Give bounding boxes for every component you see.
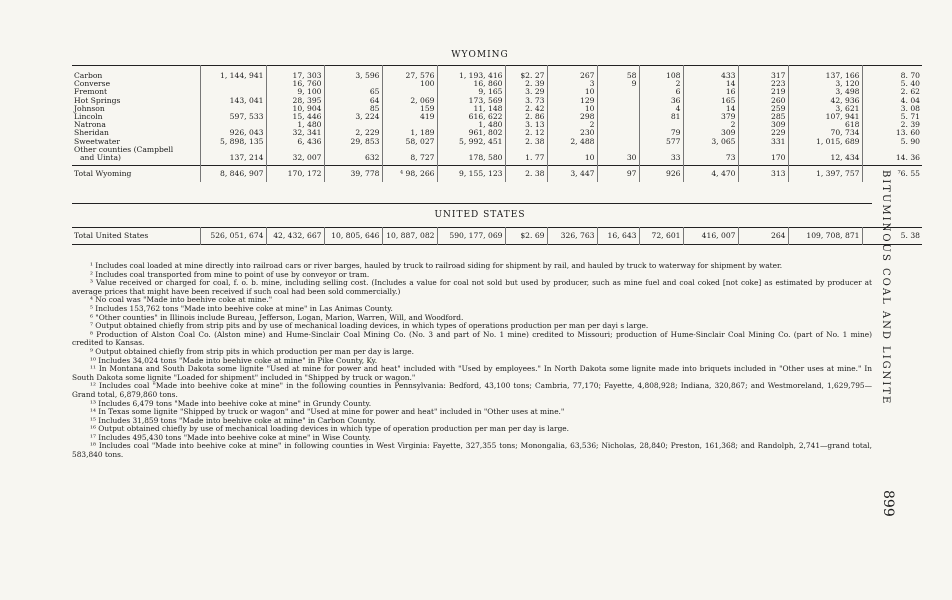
row-name-cell	[72, 113, 200, 121]
table-cell: 2. 38	[505, 166, 547, 183]
table-cell: 17, 303	[266, 66, 324, 81]
table-cell: 28, 395	[266, 97, 324, 105]
table-cell: 961, 802	[437, 129, 505, 137]
table-cell	[639, 121, 683, 129]
table-cell: 9, 100	[266, 88, 324, 96]
table-cell: 8, 727	[382, 146, 437, 166]
table-row	[72, 66, 922, 81]
table-cell: 926, 043	[200, 129, 266, 137]
table-cell: 3. 73	[505, 97, 547, 105]
footnote: ¹² Includes coal "Made into beehive coke at mine" in the following counties in Pennsylvania: Bedford, 43,100 tons; Cambria, 77,170; Fayette, 4,808,928; Indiana, 320,867; and Westmoreland, 1,629,795—Grand total, 6,879,860 tons.	[72, 381, 872, 399]
table-cell	[200, 121, 266, 129]
table-cell: 618	[788, 121, 862, 129]
table-cell: 143, 041	[200, 97, 266, 105]
table-cell: 2. 86	[505, 113, 547, 121]
table-cell: $2. 69	[505, 228, 547, 245]
table-cell: 165	[683, 97, 738, 105]
table-cell: 30	[597, 146, 639, 166]
table-cell: 1, 144, 941	[200, 66, 266, 81]
table-row	[72, 166, 922, 183]
table-cell: 16, 643	[597, 228, 639, 245]
table-cell: 81	[639, 113, 683, 121]
united-states-table	[72, 227, 922, 245]
table-cell: 2	[683, 121, 738, 129]
row-name: Sheridan	[74, 129, 109, 138]
row-name-cell	[72, 105, 200, 113]
table-row	[72, 97, 922, 105]
table-cell	[324, 80, 382, 88]
row-name: Sweetwater	[74, 137, 120, 146]
table-cell: 2. 38	[505, 138, 547, 146]
footnote: ⁴ No coal was "Made into beehive coke at mine."	[90, 295, 273, 305]
row-name-cell	[72, 228, 200, 245]
table-cell: 32, 341	[266, 129, 324, 137]
table-row	[72, 146, 922, 166]
table-cell: 3, 120	[788, 80, 862, 88]
table-cell: 4	[639, 105, 683, 113]
table-cell: 1, 480	[266, 121, 324, 129]
table-cell: 173, 569	[437, 97, 505, 105]
row-name: Lincoln	[74, 113, 103, 122]
row-name-cell	[72, 129, 200, 137]
table-cell: $2. 27	[505, 66, 547, 81]
row-name-cell	[72, 66, 200, 81]
table-cell: 1, 015, 689	[788, 138, 862, 146]
footnotes	[72, 262, 872, 460]
side-heading: BITUMINOUS COAL AND LIGNITE	[880, 170, 891, 406]
table-cell	[597, 129, 639, 137]
table-cell: 58	[597, 66, 639, 81]
footnote: ⁶ "Other counties" in Illinois include Bureau, Jefferson, Logan, Marion, Warren, Will, and Woodford.	[90, 312, 464, 322]
table-cell: 3, 224	[324, 113, 382, 121]
table-cell: 58, 027	[382, 138, 437, 146]
table-cell: 1, 397, 757	[788, 166, 862, 183]
table-cell: 2. 39	[862, 121, 922, 129]
row-name-cell	[72, 121, 200, 129]
table-row	[72, 228, 922, 245]
table-cell: 178, 580	[437, 146, 505, 166]
table-cell: 10, 904	[266, 105, 324, 113]
table-cell: 14	[683, 105, 738, 113]
table-cell: 109, 708, 871	[788, 228, 862, 245]
row-name: Natrona	[74, 121, 106, 130]
table-cell: 107, 941	[788, 113, 862, 121]
table-cell: 264	[738, 228, 788, 245]
row-name: Total United States	[74, 231, 149, 240]
table-cell: 32, 007	[266, 146, 324, 166]
table-cell: 100	[382, 80, 437, 88]
table-cell: 416, 007	[683, 228, 738, 245]
table-cell: 379	[683, 113, 738, 121]
table-cell	[382, 88, 437, 96]
table-cell: 16, 860	[437, 80, 505, 88]
table-cell: 3. 08	[862, 105, 922, 113]
table-cell: 229	[738, 129, 788, 137]
table-cell: 2. 12	[505, 129, 547, 137]
table-cell: 12, 434	[788, 146, 862, 166]
table-cell: 309	[683, 129, 738, 137]
table-row	[72, 80, 922, 88]
table-cell: 5. 71	[862, 113, 922, 121]
row-name-cell	[72, 166, 200, 183]
table-cell: 39, 778	[324, 166, 382, 183]
table-cell: 5. 38	[862, 228, 922, 245]
table-cell: 219	[738, 88, 788, 96]
table-row	[72, 129, 922, 137]
table-cell: 616, 622	[437, 113, 505, 121]
table-cell	[324, 121, 382, 129]
table-cell	[200, 105, 266, 113]
table-cell: 285	[738, 113, 788, 121]
table-cell: 36	[639, 97, 683, 105]
footnote: ⁵ Includes 153,762 tons "Made into beehive coke at mine" in Las Animas County.	[90, 303, 393, 313]
table-cell: 1, 189	[382, 129, 437, 137]
footnote: ¹⁸ Includes coal "Made into beehive coke at mine" in following counties in West Virginia: Fayette, 327,355 tons; Monongalia, 63,536; Nicholas, 28,840; Preston, 161,368; and Randolph, 2,741—grand total, 583,840 tons.	[72, 441, 872, 460]
table-cell: 433	[683, 66, 738, 81]
table-cell: 9, 165	[437, 88, 505, 96]
table-cell: 4. 04	[862, 97, 922, 105]
page-number: 899	[880, 490, 896, 517]
table-cell: 5, 898, 135	[200, 138, 266, 146]
row-name-cell	[72, 80, 200, 88]
table-cell: 2, 229	[324, 129, 382, 137]
footnote: ¹³ Includes 6,479 tons "Made into beehive coke at mine" in Grundy County.	[90, 398, 372, 408]
table-cell: 27, 576	[382, 66, 437, 81]
row-name: Hot Springs	[74, 96, 121, 105]
table-cell: 97	[597, 166, 639, 183]
table-cell: 10, 805, 646	[324, 228, 382, 245]
table-cell: 170, 172	[266, 166, 324, 183]
table-cell: 1, 193, 416	[437, 66, 505, 81]
table-row	[72, 113, 922, 121]
table-cell: 10	[547, 105, 597, 113]
table-cell: 108	[639, 66, 683, 81]
table-cell: 223	[738, 80, 788, 88]
wyoming-table	[72, 65, 922, 182]
table-cell: 259	[738, 105, 788, 113]
table-cell: 3	[547, 80, 597, 88]
table-cell: 170	[738, 146, 788, 166]
table-cell: 2, 069	[382, 97, 437, 105]
table-cell	[597, 88, 639, 96]
table-cell: 10, 887, 082	[382, 228, 437, 245]
row-name: Johnson	[74, 104, 105, 113]
table-row	[72, 138, 922, 146]
table-cell: 526, 051, 674	[200, 228, 266, 245]
table-cell: 309	[738, 121, 788, 129]
table-cell: 73	[683, 146, 738, 166]
table-cell: 70, 734	[788, 129, 862, 137]
footnote: ¹⁷ Includes 495,430 tons "Made into beehive coke at mine" in Wise County.	[90, 432, 371, 442]
table-cell: 1, 480	[437, 121, 505, 129]
table-cell: 42, 936	[788, 97, 862, 105]
table-cell: 79	[639, 129, 683, 137]
row-name-cell	[72, 146, 200, 166]
table-cell: 331	[738, 138, 788, 146]
footnote: ¹¹ In Montana and South Dakota some lignite "Used at mine for power and heat" included with "Used by employees." In North Dakota some lignite made into briquets included in "Other uses at mine." In South Dakota some lignite "Loaded for shipment" included in "Shipped by truck or wagon."	[72, 364, 872, 382]
table-cell: 2	[639, 80, 683, 88]
table-cell: 3. 13	[505, 121, 547, 129]
table-cell: 2. 62	[862, 88, 922, 96]
table-cell: 419	[382, 113, 437, 121]
footnote: ¹⁵ Includes 31,859 tons "Made into beehive coke at mine" in Carbon County.	[90, 415, 376, 425]
table-cell: 129	[547, 97, 597, 105]
table-cell	[200, 80, 266, 88]
section-rule	[72, 203, 872, 204]
row-name-cell	[72, 138, 200, 146]
table-cell: 11, 148	[437, 105, 505, 113]
row-name: Fremont	[74, 88, 108, 97]
table-cell: 2, 488	[547, 138, 597, 146]
table-cell: 16	[683, 88, 738, 96]
table-cell: 1. 77	[505, 146, 547, 166]
table-cell: 159	[382, 105, 437, 113]
table-cell: 3. 29	[505, 88, 547, 96]
table-cell: 65	[324, 88, 382, 96]
table-cell: 2	[547, 121, 597, 129]
table-cell: 72, 601	[639, 228, 683, 245]
table-cell: 13. 60	[862, 129, 922, 137]
table-row	[72, 105, 922, 113]
row-name-cell	[72, 97, 200, 105]
table-cell: 2. 39	[505, 80, 547, 88]
table-cell: 14. 36	[862, 146, 922, 166]
row-name: Total Wyoming	[74, 169, 132, 179]
table-cell: 6	[639, 88, 683, 96]
footnote: ¹⁶ Output obtained chiefly by use of mechanical loading devices in which type of operation production per man per day is large.	[90, 424, 570, 434]
footnote: ¹ Includes coal loaded at mine directly into railroad cars or river barges, hauled by truck to railroad siding for shipment by rail, and hauled by truck to waterway for shipment by water.	[90, 261, 783, 270]
table-cell: 64	[324, 97, 382, 105]
table-cell: 3, 596	[324, 66, 382, 81]
table-cell: 6, 436	[266, 138, 324, 146]
table-cell: 5, 992, 451	[437, 138, 505, 146]
table-cell	[597, 105, 639, 113]
table-cell: 3, 498	[788, 88, 862, 96]
table-cell	[200, 88, 266, 96]
table-cell: 597, 533	[200, 113, 266, 121]
table-cell: 5. 40	[862, 80, 922, 88]
table-cell: 4, 470	[683, 166, 738, 183]
table-cell: 5. 90	[862, 138, 922, 146]
table-cell: 313	[738, 166, 788, 183]
footnote: ² Includes coal transported from mine to point of use by conveyor or tram.	[90, 269, 370, 279]
table-cell: 326, 763	[547, 228, 597, 245]
table-cell: 137, 214	[200, 146, 266, 166]
row-name: and Uinta)	[80, 153, 121, 163]
table-cell: 42, 432, 667	[266, 228, 324, 245]
table-cell: 9, 155, 123	[437, 166, 505, 183]
table-cell	[382, 121, 437, 129]
table-cell: 10	[547, 146, 597, 166]
footnote: ⁸ Production of Alston Coal Co. (Alston mine) and Hume-Sinclair Coal Mining Co. (No. 3 and part of No. 1 mine) credited to Missouri; production of Hume-Sinclair Coal Mining Co. (part of No. 1 mine) credited to Kansas.	[72, 329, 872, 348]
table-row	[72, 88, 922, 96]
table-cell: 33	[639, 146, 683, 166]
table-cell: 9	[597, 80, 639, 88]
row-name: Converse	[74, 80, 111, 89]
table-cell: 8, 846, 907	[200, 166, 266, 183]
table-cell	[597, 138, 639, 146]
table-cell: 577	[639, 138, 683, 146]
table-cell: 317	[738, 66, 788, 81]
table-cell: 230	[547, 129, 597, 137]
table-cell: 15, 446	[266, 113, 324, 121]
table-row	[72, 121, 922, 129]
state-title: WYOMING	[451, 50, 509, 60]
table-cell: 3, 621	[788, 105, 862, 113]
table-cell: 3, 065	[683, 138, 738, 146]
footnote: ¹⁰ Includes 34,024 tons "Made into beehive coke at mine" in Pike County, Ky.	[90, 355, 378, 365]
table-cell	[597, 97, 639, 105]
table-cell: 298	[547, 113, 597, 121]
table-cell: 29, 853	[324, 138, 382, 146]
table-cell: 8. 70	[862, 66, 922, 81]
table-cell: 10	[547, 88, 597, 96]
row-name-cell	[72, 88, 200, 96]
table-cell: 2. 42	[505, 105, 547, 113]
us-title: UNITED STATES	[434, 210, 526, 220]
footnote: ⁹ Output obtained chiefly from strip pits in which production per man per day is large.	[90, 346, 414, 356]
row-name: Carbon	[74, 71, 103, 80]
table-cell	[597, 113, 639, 121]
table-cell: 267	[547, 66, 597, 81]
table-cell	[597, 121, 639, 129]
footnote: ⁷ Output obtained chiefly from strip pits and by use of mechanical loading devices, in which types of operations production per man per dayi s large.	[90, 321, 649, 331]
footnote: ³ Value received or charged for coal, f. o. b. mine, including selling cost. (Includes a value for coal not sold but used by producer, such as mine fuel and coal coked [not coke] as estimated by producer at average prices that might have been received if such coal had been sold commercially.)	[72, 278, 872, 296]
table-cell: 16, 760	[266, 80, 324, 88]
table-cell: 85	[324, 105, 382, 113]
row-name: Other counties (Campbell	[74, 145, 174, 154]
table-cell: 590, 177, 069	[437, 228, 505, 245]
table-cell: ⁷6. 55	[862, 166, 922, 183]
table-cell: 632	[324, 146, 382, 166]
table-cell: 3, 447	[547, 166, 597, 183]
table-cell: 14	[683, 80, 738, 88]
table-cell: ⁴ 98, 266	[382, 166, 437, 183]
table-cell: 260	[738, 97, 788, 105]
table-cell: 926	[639, 166, 683, 183]
footnote: ¹⁴ In Texas some lignite "Shipped by truck or wagon" and "Used at mine for power and heat" included in "Other uses at mine."	[90, 407, 565, 417]
table-cell: 137, 166	[788, 66, 862, 81]
